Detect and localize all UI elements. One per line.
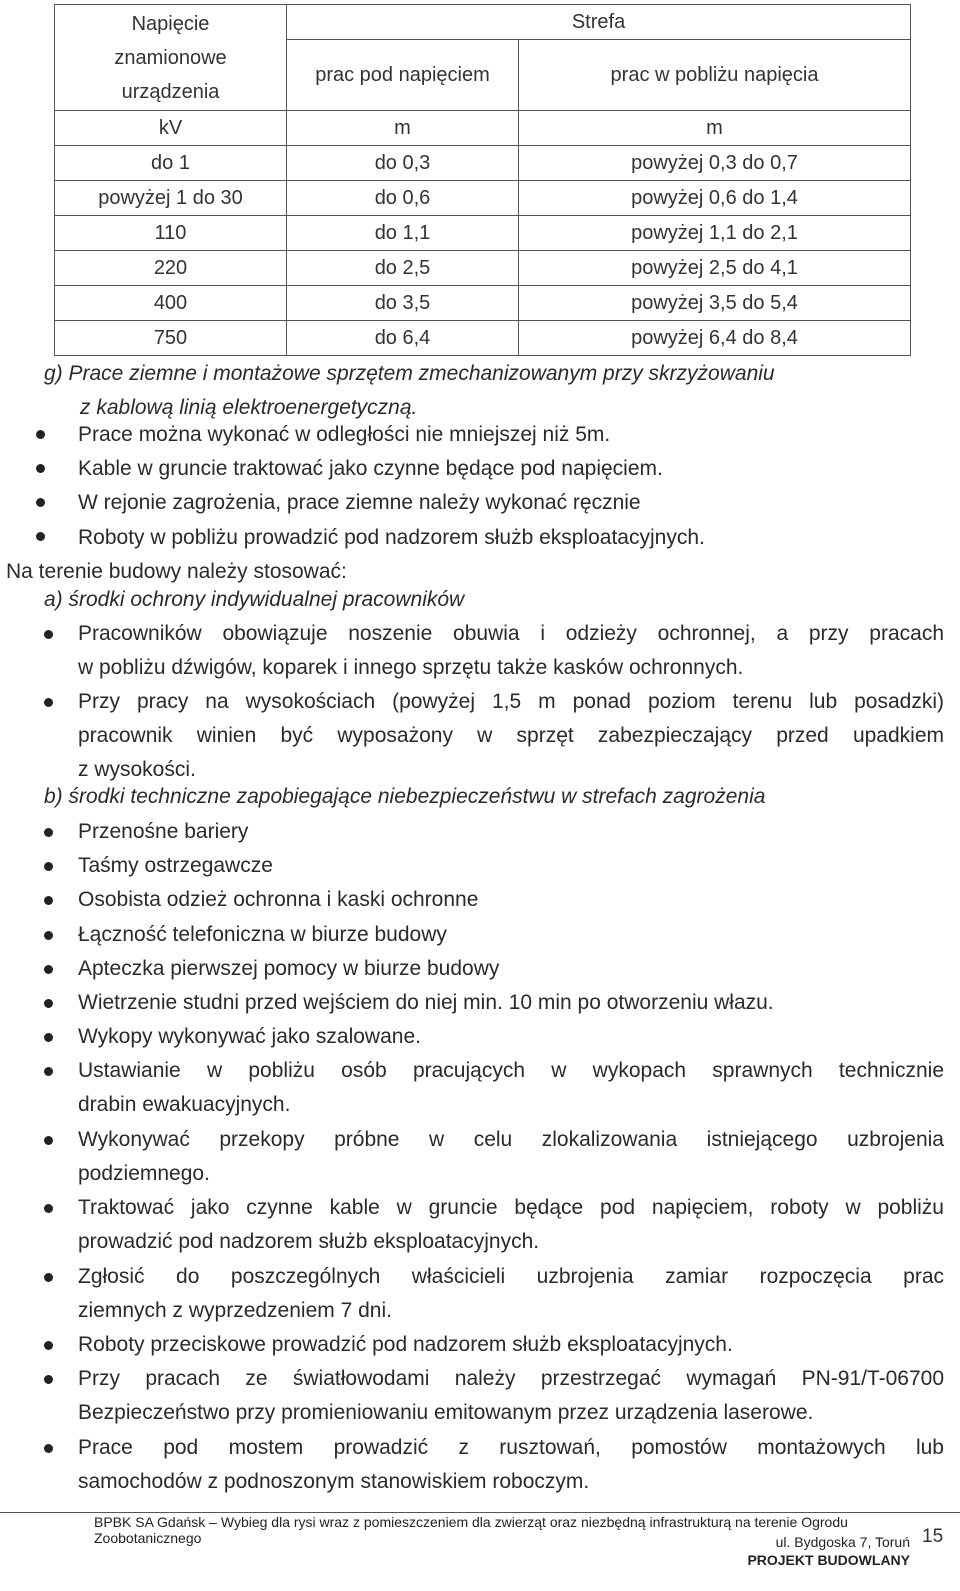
near-zone-cell: powyżej 6,4 do 8,4 bbox=[519, 321, 911, 356]
table-row bbox=[55, 181, 911, 216]
bullet-text-line: Roboty przeciskowe prowadzić pod nadzorem służb eksploatacyjnych. bbox=[78, 1333, 733, 1356]
table-row bbox=[55, 216, 911, 251]
section-b-bullet bbox=[78, 849, 944, 883]
bullet-text-line: Traktować jako czynne kable w gruncie będące pod napięciem, roboty w pobliżu bbox=[78, 1196, 944, 1220]
voltage-cell: powyżej 1 do 30 bbox=[55, 181, 287, 216]
section-g-bullet: W rejonie zagrożenia, prace ziemne należy wykonać ręcznie bbox=[78, 491, 641, 514]
section-b-bullet bbox=[78, 1054, 944, 1122]
section-g-heading bbox=[44, 357, 924, 425]
bullet-text-line: Wykopy wykonywać jako szalowane. bbox=[78, 1025, 421, 1049]
voltage-cell: 220 bbox=[55, 251, 287, 286]
bullet-icon bbox=[44, 931, 53, 940]
table-row bbox=[55, 251, 911, 286]
bullet-icon bbox=[44, 1273, 53, 1282]
live-zone-cell: do 0,6 bbox=[287, 181, 519, 216]
bullet-icon bbox=[44, 896, 53, 905]
unit-near-cell: m bbox=[519, 111, 911, 146]
bullet-icon bbox=[44, 828, 53, 837]
bullet-text-line: Apteczka pierwszej pomocy w biurze budowy bbox=[78, 956, 500, 980]
bullet-text-line: z wysokości. bbox=[78, 758, 196, 781]
bullet-text-line: Taśmy ostrzegawcze bbox=[78, 854, 273, 878]
unit-voltage-cell: kV bbox=[55, 111, 287, 146]
header-near-work-cell: prac w pobliżu napięcia bbox=[519, 40, 911, 111]
section-b-bullet bbox=[78, 1191, 944, 1259]
bullet-icon bbox=[44, 999, 53, 1008]
section-b-bullet bbox=[78, 1260, 944, 1328]
bullet-icon bbox=[44, 1341, 53, 1350]
bullet-icon bbox=[36, 532, 45, 541]
footer-divider bbox=[0, 1512, 960, 1513]
bullet-text-line: ziemnych z wyprzedzeniem 7 dni. bbox=[78, 1298, 392, 1322]
near-zone-cell: powyżej 2,5 do 4,1 bbox=[519, 251, 911, 286]
bullet-text-line: drabin ewakuacyjnych. bbox=[78, 1093, 291, 1117]
bullet-text-line: Pracowników obowiązuje noszenie obuwia i odzieży ochronnej, a przy pracach bbox=[78, 622, 944, 645]
live-zone-cell: do 2,5 bbox=[287, 251, 519, 286]
bullet-text-line: samochodów z podnoszonym stanowiskiem roboczym. bbox=[78, 1469, 590, 1493]
bullet-icon bbox=[44, 1033, 53, 1042]
table-row bbox=[55, 146, 911, 181]
live-zone-cell: do 1,1 bbox=[287, 216, 519, 251]
section-a-bullet bbox=[78, 617, 944, 685]
section-b-bullet bbox=[78, 1431, 944, 1499]
unit-live-cell: m bbox=[287, 111, 519, 146]
section-g-bullet: Kable w gruncie traktować jako czynne będące pod napięciem. bbox=[78, 457, 663, 480]
bullet-icon bbox=[44, 1375, 53, 1384]
header-voltage-line: urządzenia bbox=[121, 80, 220, 103]
bullet-icon bbox=[44, 1444, 53, 1453]
section-g-heading-line: g) Prace ziemne i montażowe sprzętem zmechanizowanym przy skrzyżowaniu bbox=[44, 362, 775, 385]
header-voltage-line: Napięcie bbox=[131, 12, 210, 35]
section-b-bullet bbox=[78, 1020, 944, 1054]
live-zone-cell: do 0,3 bbox=[287, 146, 519, 181]
bullet-text-line: podziemnego. bbox=[78, 1161, 210, 1185]
near-zone-cell: powyżej 0,6 do 1,4 bbox=[519, 181, 911, 216]
bullet-text-line: Przy pracy na wysokościach (powyżej 1,5 m ponad poziom terenu lub posadzki) bbox=[78, 690, 944, 713]
voltage-cell: 110 bbox=[55, 216, 287, 251]
section-g-heading-line: z kablową linią elektroenergetyczną. bbox=[80, 396, 418, 419]
footer-document-type: PROJEKT BUDOWLANY bbox=[747, 1552, 910, 1568]
bullet-icon bbox=[44, 1204, 53, 1213]
section-a-bullet bbox=[78, 685, 944, 787]
footer-project-line: BPBK SA Gdańsk – Wybieg dla rysi wraz z pomieszczeniem dla zwierząt oraz niezbędną infrastrukturą na terenie Ogrodu Zoobotanicznego bbox=[94, 1514, 848, 1546]
bullet-icon bbox=[44, 698, 53, 707]
bullet-text-line: Łączność telefoniczna w biurze budowy bbox=[78, 922, 447, 946]
voltage-cell: 750 bbox=[55, 321, 287, 356]
header-voltage-cell bbox=[55, 5, 287, 111]
bullet-icon bbox=[36, 464, 45, 473]
section-b-bullet bbox=[78, 918, 944, 952]
site-intro: Na terenie budowy należy stosować: bbox=[6, 560, 347, 583]
section-b-bullet bbox=[78, 986, 944, 1020]
section-b-bullet bbox=[78, 952, 944, 986]
header-voltage-line: znamionowe bbox=[114, 46, 227, 69]
bullet-text-line: prowadzić pod nadzorem służb eksploatacyjnych. bbox=[78, 1230, 540, 1254]
bullet-text-line: Prace pod mostem prowadzić z rusztowań, pomostów montażowych lub bbox=[78, 1435, 944, 1459]
section-b-bullet bbox=[78, 815, 944, 849]
near-zone-cell: powyżej 3,5 do 5,4 bbox=[519, 286, 911, 321]
units-row bbox=[55, 111, 911, 146]
bullet-icon bbox=[36, 498, 45, 507]
bullet-icon bbox=[44, 862, 53, 871]
section-b-heading: b) środki techniczne zapobiegające niebezpieczeństwu w strefach zagrożenia bbox=[44, 785, 766, 808]
near-zone-cell: powyżej 0,3 do 0,7 bbox=[519, 146, 911, 181]
voltage-cell: do 1 bbox=[55, 146, 287, 181]
section-a-heading: a) środki ochrony indywidualnej pracowników bbox=[44, 588, 465, 611]
section-b-bullet bbox=[78, 1328, 944, 1362]
bullet-text-line: Wykonywać przekopy próbne w celu zlokalizowania istniejącego uzbrojenia bbox=[78, 1127, 944, 1151]
voltage-zone-table bbox=[54, 4, 911, 356]
section-b-bullet bbox=[78, 1362, 944, 1430]
table-row bbox=[55, 321, 911, 356]
bullet-icon bbox=[36, 430, 45, 439]
page-number: 15 bbox=[922, 1526, 944, 1547]
bullet-icon bbox=[44, 965, 53, 974]
bullet-icon bbox=[44, 1067, 53, 1076]
bullet-text-line: Bezpieczeństwo przy promieniowaniu emitowanym przez urządzenia laserowe. bbox=[78, 1401, 814, 1425]
section-g-bullet: Roboty w pobliżu prowadzić pod nadzorem służb eksploatacyjnych. bbox=[78, 526, 705, 549]
live-zone-cell: do 3,5 bbox=[287, 286, 519, 321]
bullet-icon bbox=[44, 630, 53, 639]
near-zone-cell: powyżej 1,1 do 2,1 bbox=[519, 216, 911, 251]
section-g-bullet: Prace można wykonać w odległości nie mniejszej niż 5m. bbox=[78, 423, 611, 446]
table-row bbox=[55, 286, 911, 321]
bullet-text-line: Ustawianie w pobliżu osób pracujących w wykopach sprawnych technicznie bbox=[78, 1059, 944, 1083]
section-b-bullet bbox=[78, 1123, 944, 1191]
footer-address: ul. Bydgoska 7, Toruń bbox=[775, 1534, 910, 1550]
voltage-cell: 400 bbox=[55, 286, 287, 321]
bullet-text-line: Zgłosić do poszczególnych właścicieli uzbrojenia zamiar rozpoczęcia prac bbox=[78, 1264, 944, 1288]
header-zone-cell: Strefa bbox=[287, 5, 911, 40]
header-live-work-cell: prac pod napięciem bbox=[287, 40, 519, 111]
bullet-text-line: Przy pracach ze światłowodami należy przestrzegać wymagań PN-91/T-06700 bbox=[78, 1367, 944, 1391]
bullet-text-line: pracownik winien być wyposażony w sprzęt zabezpieczający przed upadkiem bbox=[78, 724, 944, 747]
live-zone-cell: do 6,4 bbox=[287, 321, 519, 356]
bullet-text-line: w pobliżu dźwigów, koparek i innego sprzętu także kasków ochronnych. bbox=[78, 656, 744, 679]
section-b-bullet bbox=[78, 883, 944, 917]
bullet-text-line: Przenośne bariery bbox=[78, 820, 249, 843]
bullet-text-line: Osobista odzież ochronna i kaski ochronne bbox=[78, 888, 479, 912]
bullet-text-line: Wietrzenie studni przed wejściem do niej min. 10 min po otworzeniu włazu. bbox=[78, 991, 774, 1014]
bullet-icon bbox=[44, 1136, 53, 1145]
